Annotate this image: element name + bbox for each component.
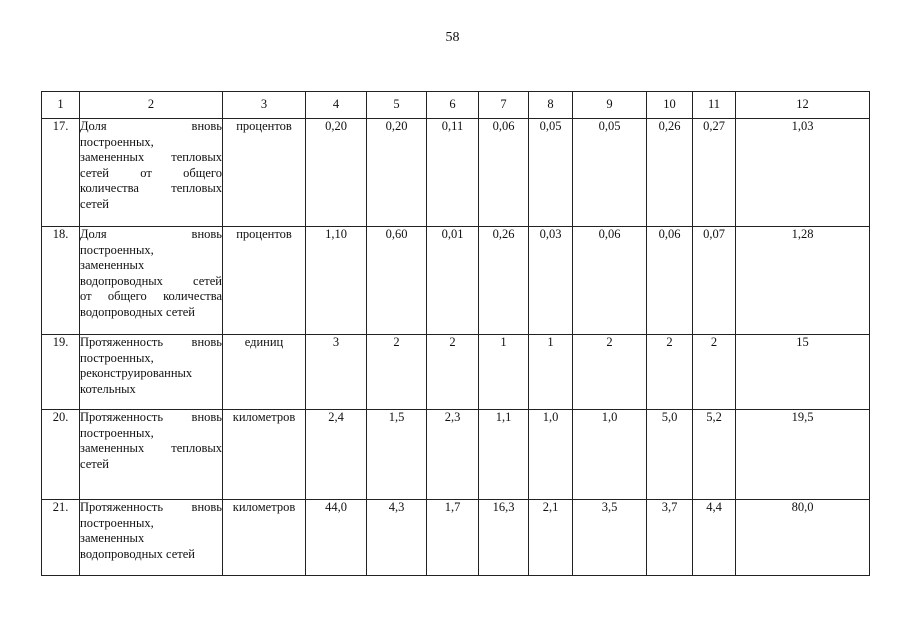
value-cell: 1,7 [427,500,479,576]
row-number: 17. [42,119,80,227]
name-line: количества тепловых [80,181,222,195]
value-cell: 3,7 [647,500,693,576]
value-cell: 2 [367,335,427,410]
value-cell: 5,0 [647,410,693,500]
value-cell: 0,20 [367,119,427,227]
unit-cell: процентов [223,119,306,227]
name-line: замененных тепловых [80,150,222,164]
value-cell: 1 [479,335,529,410]
indicator-name [80,410,223,500]
value-cell: 2,3 [427,410,479,500]
column-header: 5 [367,92,427,119]
name-line: водопроводных сетей [80,546,195,561]
indicator-name [80,119,223,227]
value-cell: 0,26 [479,227,529,335]
name-line: Доля вновь [80,119,222,133]
name-line: Доля вновь [80,227,222,241]
value-cell: 0,05 [573,119,647,227]
value-cell: 1,10 [306,227,367,335]
value-cell: 0,06 [573,227,647,335]
table-row [42,227,870,335]
value-cell: 1,0 [573,410,647,500]
total-cell: 15 [736,335,870,410]
column-header: 7 [479,92,529,119]
table-row [42,335,870,410]
indicator-table [41,91,870,576]
value-cell: 2,4 [306,410,367,500]
column-header: 9 [573,92,647,119]
name-line: Протяженность вновь [80,335,222,349]
name-line: котельных [80,381,136,396]
name-line: построенных, [80,515,154,530]
column-header: 4 [306,92,367,119]
row-number: 20. [42,410,80,500]
name-line: от общего количества [80,289,222,303]
value-cell: 0,03 [529,227,573,335]
value-cell: 0,26 [647,119,693,227]
value-cell: 0,05 [529,119,573,227]
name-line: Протяженность вновь [80,410,222,424]
value-cell: 0,11 [427,119,479,227]
name-line: реконструированных [80,366,193,380]
column-header: 10 [647,92,693,119]
value-cell: 3,5 [573,500,647,576]
name-line: водопроводных сетей [80,273,222,288]
column-header: 8 [529,92,573,119]
column-header: 1 [42,92,80,119]
value-cell: 2,1 [529,500,573,576]
indicator-name [80,335,223,410]
name-line: построенных, [80,134,154,149]
unit-cell: процентов [223,227,306,335]
page-number: 58 [445,30,460,45]
row-number: 18. [42,227,80,335]
unit-cell: единиц [223,335,306,410]
value-cell: 1 [529,335,573,410]
indicator-name [80,500,223,576]
value-cell: 0,07 [693,227,736,335]
value-cell: 0,20 [306,119,367,227]
column-header: 6 [427,92,479,119]
name-line: построенных, [80,350,154,365]
column-header: 11 [693,92,736,119]
value-cell: 44,0 [306,500,367,576]
name-line: построенных, [80,242,154,257]
name-line: замененных [80,258,145,272]
value-cell: 4,3 [367,500,427,576]
value-cell: 2 [573,335,647,410]
total-cell: 80,0 [736,500,870,576]
name-line: замененных тепловых [80,441,222,455]
total-cell: 1,03 [736,119,870,227]
value-cell: 16,3 [479,500,529,576]
name-line: построенных, [80,425,154,440]
value-cell: 2 [427,335,479,410]
name-line: сетей [80,456,109,471]
value-cell: 4,4 [693,500,736,576]
name-line: сетей [80,196,109,211]
unit-cell: километров [223,410,306,500]
value-cell: 0,06 [479,119,529,227]
table-row [42,410,870,500]
value-cell: 2 [647,335,693,410]
column-header: 2 [80,92,223,119]
value-cell: 2 [693,335,736,410]
total-cell: 19,5 [736,410,870,500]
header-row [42,92,870,119]
name-line: Протяженность вновь [80,500,222,514]
value-cell: 3 [306,335,367,410]
unit-cell: километров [223,500,306,576]
value-cell: 1,0 [529,410,573,500]
column-header: 12 [736,92,870,119]
value-cell: 5,2 [693,410,736,500]
value-cell: 0,06 [647,227,693,335]
value-cell: 0,27 [693,119,736,227]
row-number: 19. [42,335,80,410]
row-number: 21. [42,500,80,576]
table-row [42,500,870,576]
value-cell: 1,5 [367,410,427,500]
value-cell: 0,60 [367,227,427,335]
value-cell: 1,1 [479,410,529,500]
table-row [42,119,870,227]
total-cell: 1,28 [736,227,870,335]
name-line: водопроводных сетей [80,304,195,319]
indicator-name [80,227,223,335]
column-header: 3 [223,92,306,119]
value-cell: 0,01 [427,227,479,335]
name-line: сетей от общего [80,165,222,180]
name-line: замененных [80,531,145,545]
